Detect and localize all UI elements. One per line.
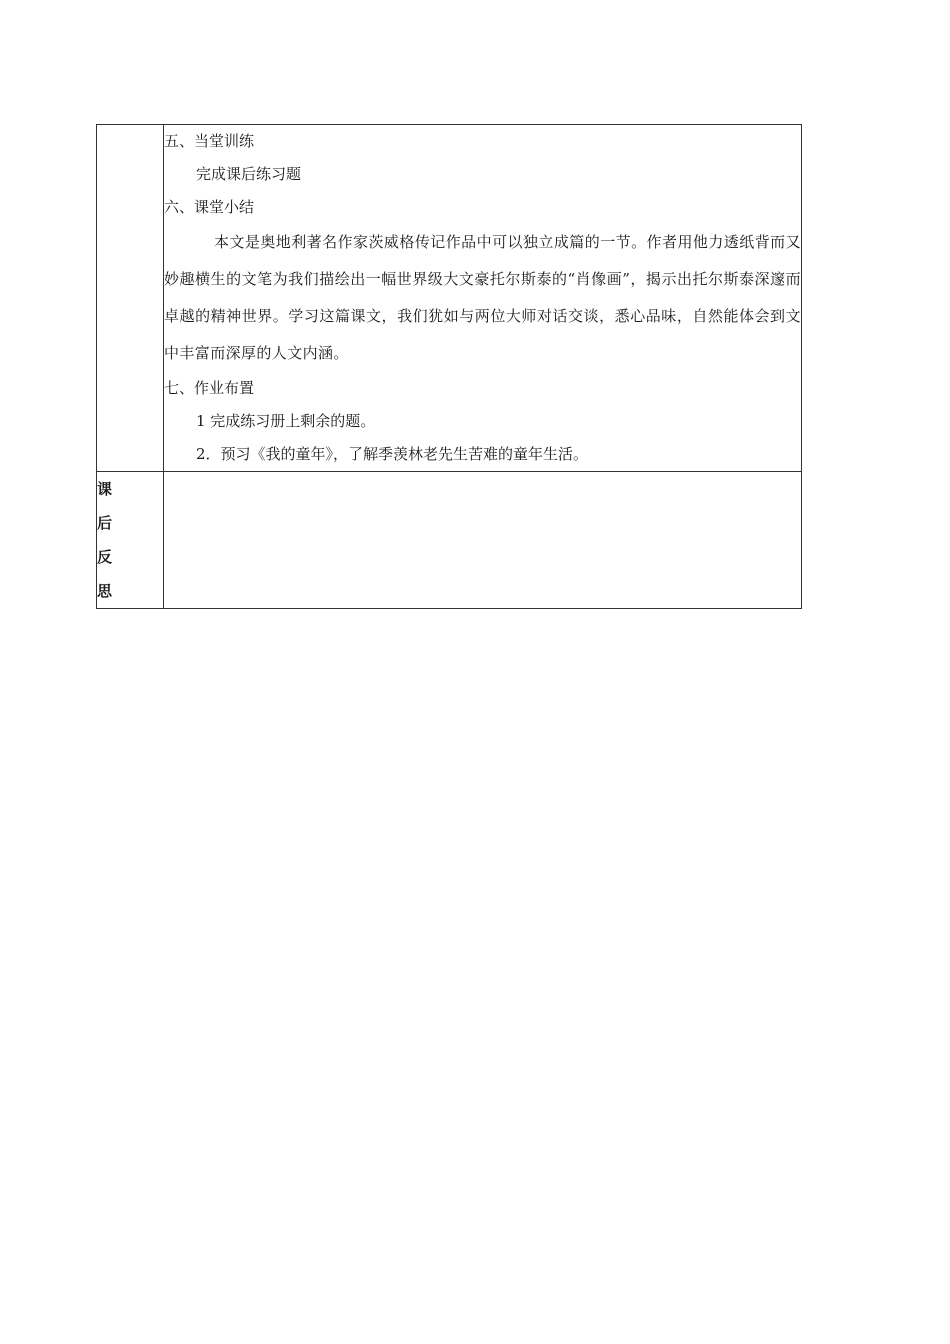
teaching-process-row — [97, 125, 802, 472]
homework-item-1: 1 完成练习册上剩余的题。 — [196, 412, 376, 430]
reflection-label-char: 后 — [97, 514, 113, 532]
practice-item: 完成课后练习题 — [196, 165, 302, 183]
reflection-label-char: 思 — [97, 582, 113, 600]
lesson-plan-table — [96, 124, 802, 609]
practice-heading: 五、当堂训练 — [164, 132, 255, 150]
reflection-label-char: 课 — [97, 480, 113, 498]
reflection-label-char: 反 — [97, 548, 113, 566]
homework-heading: 七、作业布置 — [164, 379, 255, 397]
homework-item-2: 2．预习《我的童年》，了解季羡林老先生苦难的童年生活。 — [196, 445, 589, 463]
reflection-content-cell — [164, 472, 802, 609]
summary-paragraph: 本文是奥地利著名作家茨威格传记作品中可以独立成篇的一节。作者用他力透纸背而又妙趣横生的文笔为我们描绘出一幅世界级大文豪托尔斯泰的“肖像画”，揭示出托尔斯泰深邃而卓越的精神世界。学习这篇课文，我们犹如与两位大师对话交谈，悉心品味，自然能体会到文中丰富而深厚的人文内涵。 — [164, 233, 801, 362]
teaching-content-cell — [164, 125, 802, 472]
reflection-label-cell — [97, 472, 164, 609]
reflection-row — [97, 472, 802, 609]
row-label-cell-empty — [97, 125, 164, 472]
summary-heading: 六、课堂小结 — [164, 198, 255, 216]
